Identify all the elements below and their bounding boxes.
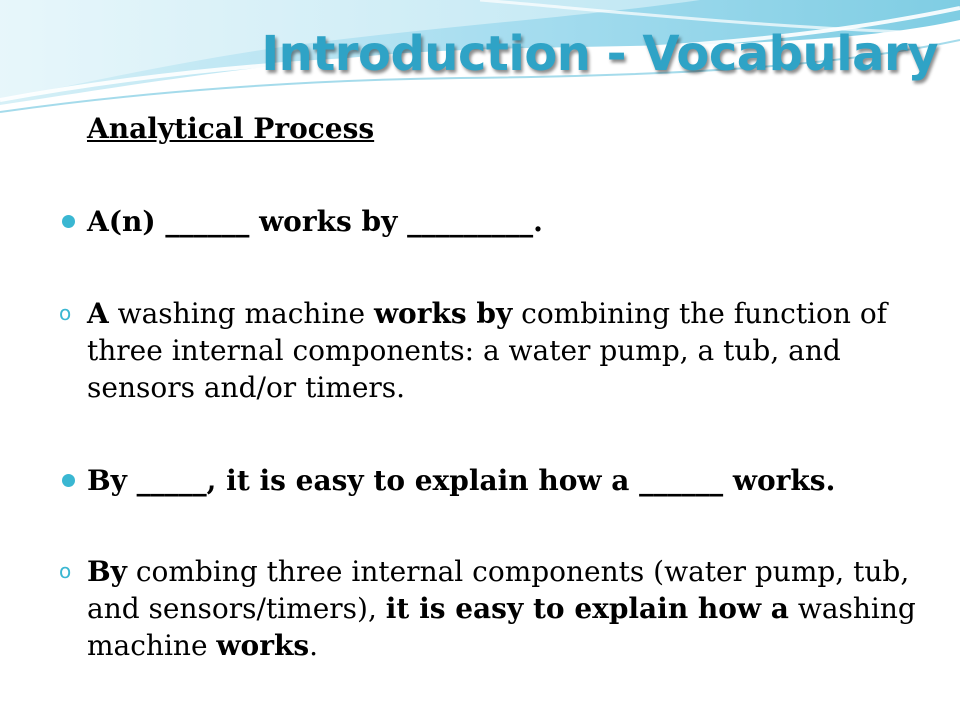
circle-bullet-icon: o <box>59 301 72 325</box>
bullet-item-2 <box>87 462 927 499</box>
bullet-text: A(n) ______ works by _________. <box>87 205 543 238</box>
text: washing machine <box>87 592 916 662</box>
text-bold: it is easy to explain how a <box>385 592 789 625</box>
bullet-dot-icon <box>62 474 75 487</box>
bullet-text: By _____, it is easy to explain how a ______ works. <box>87 464 836 497</box>
bullet-dot-icon <box>62 215 75 228</box>
text: washing machine <box>108 297 374 330</box>
bullet-item-1 <box>87 203 927 240</box>
subheading: Analytical Process <box>87 112 375 145</box>
text: combing three internal components (water pump, tub, and sensors/timers), <box>87 555 910 625</box>
sub-item-1 <box>59 295 927 406</box>
text-bold: By <box>87 555 127 588</box>
circle-bullet-icon: o <box>59 559 72 583</box>
text: . <box>309 629 319 662</box>
text-bold: A <box>87 297 109 330</box>
slide-title: Introduction - Vocabulary <box>261 26 938 82</box>
text-bold: works <box>216 629 310 662</box>
sub-item-2 <box>59 553 927 664</box>
text-bold: works by <box>373 297 513 330</box>
text: combining the function of three internal components: a water pump, a tub, and sensors and/or timers. <box>87 297 888 404</box>
